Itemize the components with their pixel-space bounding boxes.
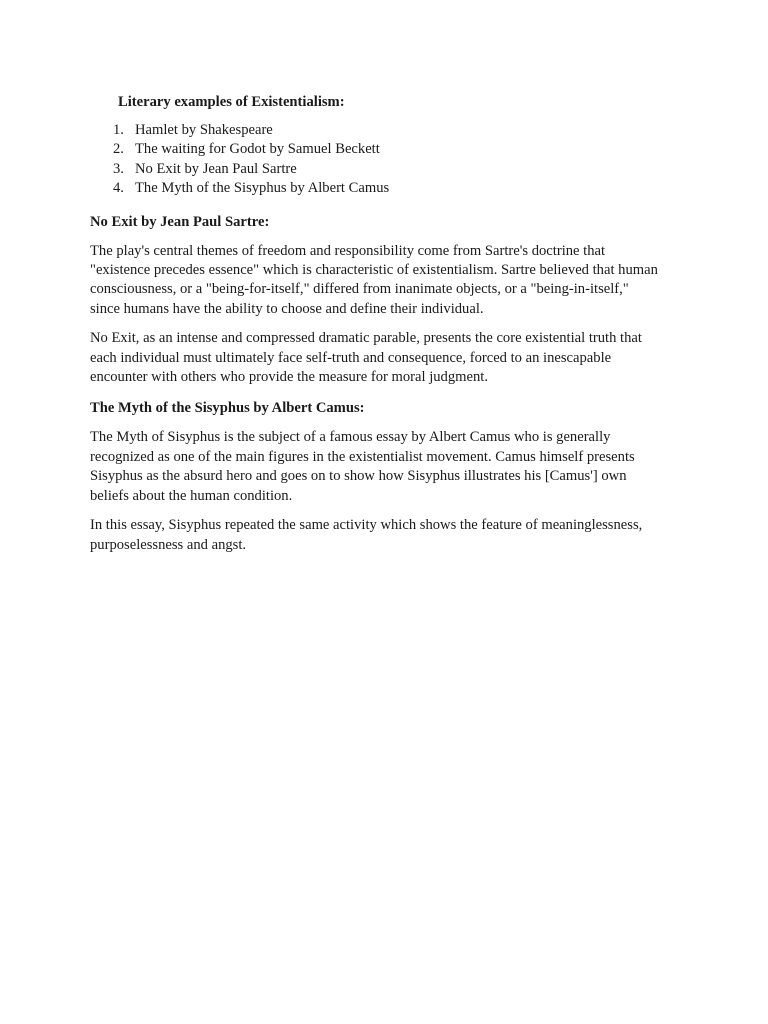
paragraph-line: consciousness, or a "being-for-itself," differed from inanimate objects, or a "being-in-itself," [90,281,629,298]
list-item [90,140,680,159]
document-content [90,93,680,565]
section-heading-sisyphus: The Myth of the Sisyphus by Albert Camus: [90,400,365,417]
list-item-number: 1. [113,122,124,138]
list-item-text: No Exit by Jean Paul Sartre [135,160,297,177]
list-item [90,121,680,140]
list-item-text: Hamlet by Shakespeare [135,122,273,138]
paragraph-line: purposelessness and angst. [90,536,247,553]
paragraph-line: "existence precedes essence" which is characteristic of existentialism. Sartre believed that human [90,262,658,279]
paragraph-line: encounter with others who provide the measure for moral judgment. [90,369,488,386]
paragraph-line: No Exit, as an intense and compressed dramatic parable, presents the core existential truth that [90,330,642,347]
paragraph-line: recognized as one of the main figures in the existentialist movement. Camus himself presents [90,448,635,465]
paragraph-sisyphus-meaning [90,516,680,555]
list-item [90,160,680,179]
list-item-number: 3. [113,160,124,177]
paragraph-no-exit-parable [90,329,680,387]
paragraph-line: Sisyphus as the absurd hero and goes on to show how Sisyphus illustrates his [Camus'] own [90,468,627,485]
list-item-number: 4. [113,180,124,197]
paragraph-line: In this essay, Sisyphus repeated the same activity which shows the feature of meaninglessness, [90,517,643,534]
paragraph-sartre-themes [90,242,680,320]
paragraph-line: beliefs about the human condition. [90,487,293,504]
list-item-text: The Myth of the Sisyphus by Albert Camus [135,180,390,197]
paragraph-sisyphus-essay [90,428,680,506]
list-item-number: 2. [113,141,124,158]
list-item [90,179,680,198]
paragraph-line: The Myth of Sisyphus is the subject of a famous essay by Albert Camus who is generally [90,429,611,446]
section-heading-no-exit: No Exit by Jean Paul Sartre: [90,213,270,230]
works-list [90,121,680,199]
paragraph-line: each individual must ultimately face self-truth and consequence, forced to an inescapable [90,349,612,366]
paragraph-line: The play's central themes of freedom and responsibility come from Sartre's doctrine that [90,242,606,259]
list-item-text: The waiting for Godot by Samuel Beckett [135,141,380,158]
paragraph-line: since humans have the ability to choose and define their individual. [90,300,484,317]
list-heading: Literary examples of Existentialism: [118,94,345,110]
